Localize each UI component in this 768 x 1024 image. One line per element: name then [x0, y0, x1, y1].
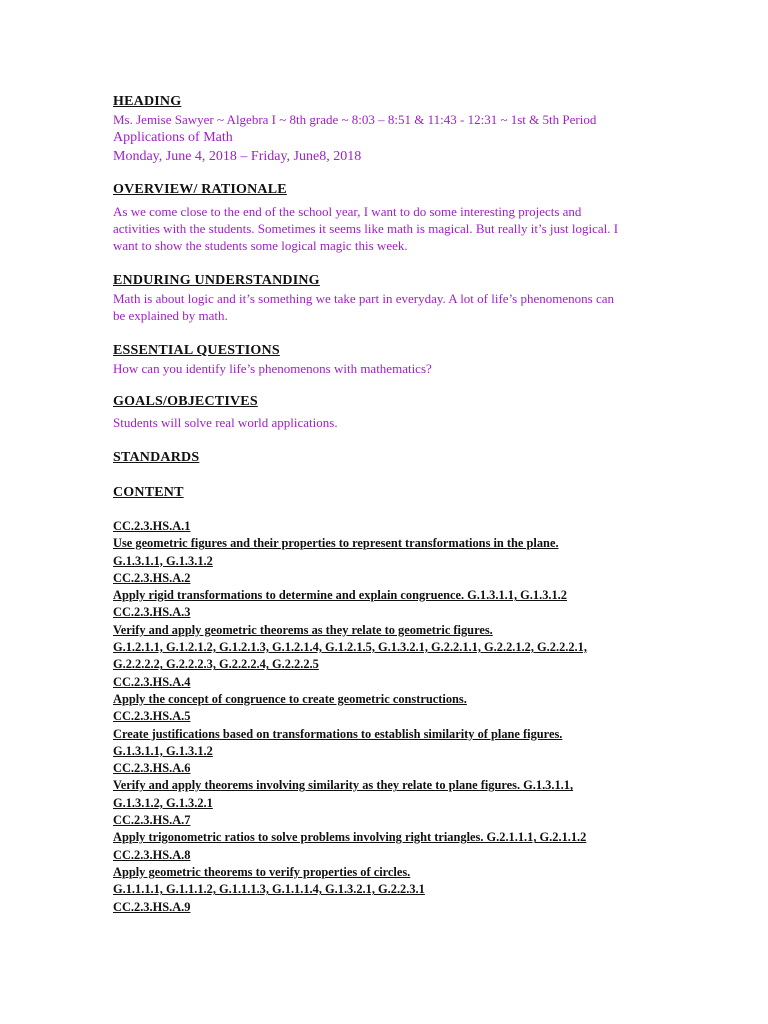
enduring-line: be explained by math.: [113, 308, 228, 323]
standard-line: Apply rigid transformations to determine and explain congruence. G.1.3.1.1, G.1.3.1.2: [113, 588, 567, 603]
standard-line: Apply the concept of congruence to create geometric constructions.: [113, 691, 467, 706]
standard-line: Verify and apply theorems involving similarity as they relate to plane figures. G.1.3.1.1,: [113, 778, 574, 793]
heading-title: HEADING: [113, 94, 182, 109]
standard-line: CC.2.3.HS.A.7: [113, 813, 191, 828]
standard-line: CC.2.3.HS.A.1: [113, 519, 191, 533]
standard-line: Verify and apply geometric theorems as they relate to geometric figures.: [113, 622, 493, 637]
standard-line: Use geometric figures and their properties to represent transformations in the plane.: [113, 536, 559, 551]
standard-line: CC.2.3.HS.A.8: [113, 847, 191, 862]
standard-line: Create justifications based on transformations to establish similarity of plane figures.: [113, 726, 563, 741]
essential-text: How can you identify life’s phenomenons with mathematics?: [113, 361, 432, 376]
standards-title: STANDARDS: [113, 450, 200, 465]
overview-line: As we come close to the end of the school year, I want to do some interesting projects and: [113, 204, 582, 219]
goals-text: Students will solve real world applications.: [113, 415, 338, 430]
essential-title: ESSENTIAL QUESTIONS: [113, 343, 280, 358]
enduring-title: ENDURING UNDERSTANDING: [113, 273, 320, 288]
standard-line: G.2.2.2.2, G.2.2.2.3, G.2.2.2.4, G.2.2.2.5: [113, 657, 319, 672]
overview-line: want to show the students some logical magic this week.: [113, 238, 408, 253]
standard-line: G.1.3.1.1, G.1.3.1.2: [113, 553, 213, 568]
standard-line: Apply geometric theorems to verify properties of circles.: [113, 864, 411, 879]
standard-line: CC.2.3.HS.A.6: [113, 761, 191, 776]
heading-unit-title: Applications of Math: [113, 130, 233, 145]
standard-line: CC.2.3.HS.A.2: [113, 570, 191, 585]
standard-line: G.1.1.1.1, G.1.1.1.2, G.1.1.1.3, G.1.1.1.4, G.1.3.2.1, G.2.2.3.1: [113, 882, 425, 897]
standard-line: CC.2.3.HS.A.5: [113, 709, 191, 724]
standard-line: CC.2.3.HS.A.9: [113, 899, 191, 914]
standards-list: [113, 518, 728, 916]
heading-teacher-line: Ms. Jemise Sawyer ~ Algebra I ~ 8th grade ~ 8:03 – 8:51 & 11:43 - 12:31 ~ 1st & 5th Period: [113, 112, 597, 127]
standard-line: CC.2.3.HS.A.3: [113, 605, 191, 620]
enduring-line: Math is about logic and it’s something we take part in everyday. A lot of life’s phenomenons can: [113, 291, 614, 306]
standard-line: G.1.3.1.2, G.1.3.2.1: [113, 795, 213, 810]
enduring-text: [113, 290, 728, 324]
content-title: CONTENT: [113, 485, 184, 500]
overview-text: [113, 203, 728, 254]
standard-line: Apply trigonometric ratios to solve problems involving right triangles. G.2.1.1.1, G.2.1.1.2: [113, 830, 587, 845]
standard-line: G.1.3.1.1, G.1.3.1.2: [113, 743, 213, 758]
overview-title: OVERVIEW/ RATIONALE: [113, 182, 287, 197]
goals-title: GOALS/OBJECTIVES: [113, 394, 258, 409]
overview-line: activities with the students. Sometimes it seems like math is magical. But really it’s just logical. I: [113, 221, 619, 236]
standard-line: G.1.2.1.1, G.1.2.1.2, G.1.2.1.3, G.1.2.1.4, G.1.2.1.5, G.1.3.2.1, G.2.2.1.1, G.2.2.1.2, G.2.2.2.1,: [113, 640, 587, 655]
heading-date-range: Monday, June 4, 2018 – Friday, June8, 2018: [113, 149, 362, 164]
standard-line: CC.2.3.HS.A.4: [113, 674, 191, 689]
